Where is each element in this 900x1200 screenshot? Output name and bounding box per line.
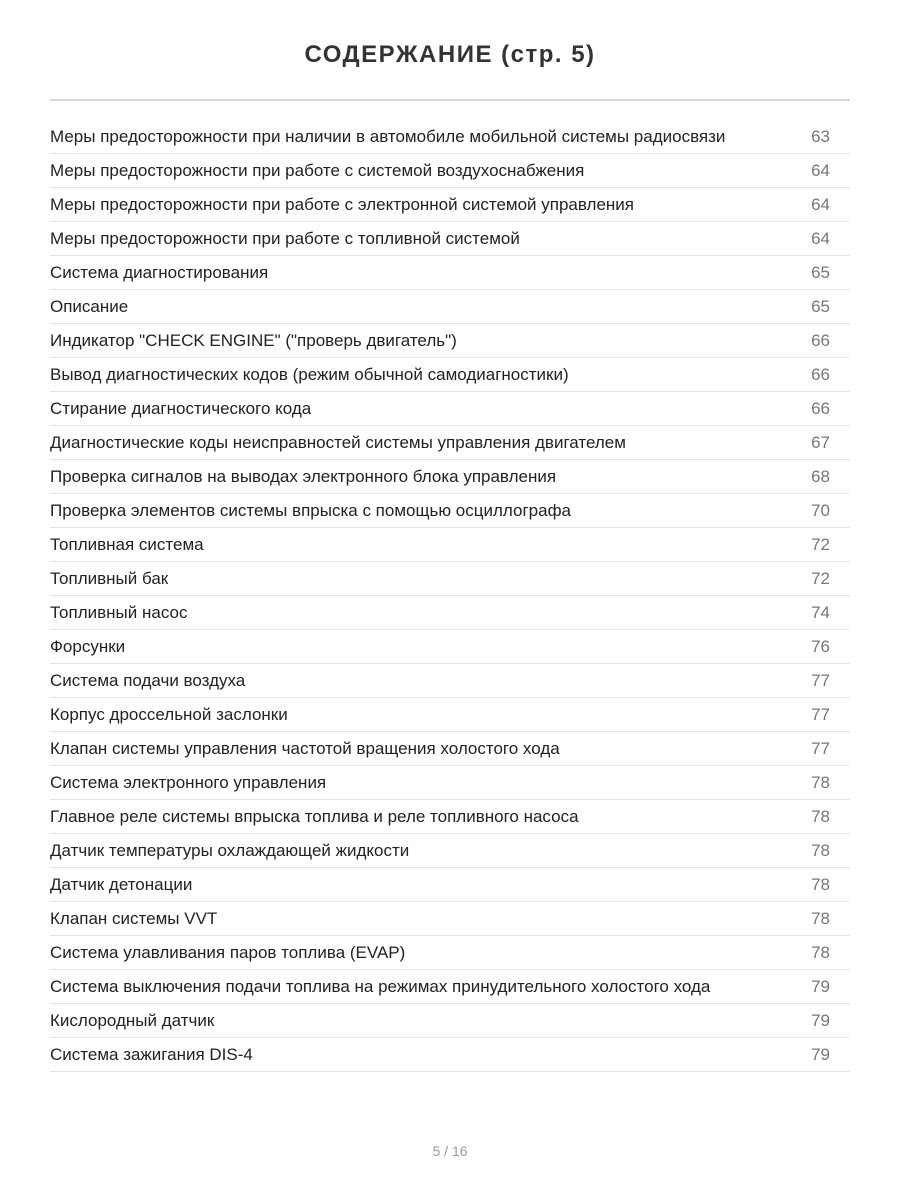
toc-entry-page[interactable]: 77 — [811, 705, 830, 724]
toc-entry-title[interactable]: Система зажигания DIS-4 — [50, 1045, 253, 1064]
toc-entry[interactable] — [50, 596, 850, 630]
toc-entry[interactable] — [50, 1004, 850, 1038]
toc-entry-title[interactable]: Главное реле системы впрыска топлива и реле топливного насоса — [50, 807, 579, 826]
toc-list — [50, 120, 850, 1072]
toc-entry-title[interactable]: Меры предосторожности при работе с системой воздухоснабжения — [50, 161, 585, 180]
toc-entry-title[interactable]: Система улавливания паров топлива (EVAP) — [50, 943, 406, 962]
toc-entry-page[interactable]: 66 — [811, 365, 830, 384]
toc-entry[interactable] — [50, 222, 850, 256]
toc-entry[interactable] — [50, 358, 850, 392]
toc-entry-title[interactable]: Система подачи воздуха — [50, 671, 246, 690]
toc-entry-title[interactable]: Система электронного управления — [50, 773, 327, 792]
toc-entry-page[interactable]: 78 — [811, 841, 830, 860]
toc-entry-page[interactable]: 65 — [811, 297, 830, 316]
toc-entry[interactable] — [50, 698, 850, 732]
toc-entry-title[interactable]: Система выключения подачи топлива на режимах принудительного холостого хода — [50, 977, 711, 996]
toc-entry-page[interactable]: 68 — [811, 467, 830, 486]
toc-entry-title[interactable]: Индикатор "CHECK ENGINE" ("проверь двигатель") — [50, 331, 457, 350]
toc-entry-page[interactable]: 79 — [811, 1045, 830, 1064]
page-number: 5 / 16 — [432, 1143, 468, 1159]
toc-entry-page[interactable]: 78 — [811, 807, 830, 826]
toc-entry[interactable] — [50, 528, 850, 562]
toc-entry-title[interactable]: Диагностические коды неисправностей системы управления двигателем — [50, 433, 626, 452]
toc-entry-page[interactable]: 67 — [811, 433, 830, 452]
toc-entry[interactable] — [50, 392, 850, 426]
toc-entry-page[interactable]: 66 — [811, 399, 830, 418]
toc-entry[interactable] — [50, 154, 850, 188]
toc-entry-page[interactable]: 78 — [811, 909, 830, 928]
toc-entry[interactable] — [50, 664, 850, 698]
toc-entry-title[interactable]: Топливный бак — [50, 569, 169, 588]
page-title: СОДЕРЖАНИЕ (стр. 5) — [304, 41, 596, 68]
toc-entry-title[interactable]: Клапан системы VVT — [50, 909, 218, 928]
toc-entry-page[interactable]: 65 — [811, 263, 830, 282]
toc-entry[interactable] — [50, 800, 850, 834]
toc-entry-title[interactable]: Меры предосторожности при работе с топливной системой — [50, 229, 520, 248]
toc-entry-title[interactable]: Топливный насос — [50, 603, 188, 622]
toc-entry-page[interactable]: 77 — [811, 671, 830, 690]
toc-entry-page[interactable]: 76 — [811, 637, 830, 656]
toc-entry-title[interactable]: Топливная система — [50, 535, 204, 554]
toc-entry[interactable] — [50, 426, 850, 460]
toc-entry[interactable] — [50, 188, 850, 222]
toc-entry-title[interactable]: Система диагностирования — [50, 263, 269, 282]
toc-entry[interactable] — [50, 970, 850, 1004]
toc-entry-title[interactable]: Меры предосторожности при работе с электронной системой управления — [50, 195, 634, 214]
toc-entry[interactable] — [50, 460, 850, 494]
toc-entry-page[interactable]: 72 — [811, 535, 830, 554]
toc-entry[interactable] — [50, 256, 850, 290]
toc-entry[interactable] — [50, 766, 850, 800]
toc-entry-page[interactable]: 72 — [811, 569, 830, 588]
toc-entry-page[interactable]: 64 — [811, 161, 830, 180]
title-divider — [50, 99, 850, 101]
toc-entry-title[interactable]: Клапан системы управления частотой вращения холостого хода — [50, 739, 560, 758]
toc-entry-page[interactable]: 79 — [811, 1011, 830, 1030]
toc-entry-page[interactable]: 74 — [811, 603, 830, 622]
toc-entry[interactable] — [50, 732, 850, 766]
toc-entry-page[interactable]: 64 — [811, 195, 830, 214]
toc-entry-title[interactable]: Описание — [50, 297, 129, 316]
toc-entry-title[interactable]: Датчик температуры охлаждающей жидкости — [50, 841, 410, 860]
toc-entry[interactable] — [50, 290, 850, 324]
toc-entry-page[interactable]: 78 — [811, 875, 830, 894]
toc-entry-title[interactable]: Стирание диагностического кода — [50, 399, 312, 418]
toc-entry-page[interactable]: 63 — [811, 127, 830, 146]
toc-entry-title[interactable]: Проверка элементов системы впрыска с помощью осциллографа — [50, 501, 572, 520]
toc-entry-page[interactable]: 78 — [811, 943, 830, 962]
toc-entry[interactable] — [50, 868, 850, 902]
toc-entry-title[interactable]: Проверка сигналов на выводах электронного блока управления — [50, 467, 557, 486]
toc-entry-title[interactable]: Форсунки — [50, 637, 126, 656]
toc-entry[interactable] — [50, 494, 850, 528]
toc-entry-page[interactable]: 78 — [811, 773, 830, 792]
toc-entry-title[interactable]: Вывод диагностических кодов (режим обычной самодиагностики) — [50, 365, 569, 384]
toc-entry-page[interactable]: 64 — [811, 229, 830, 248]
toc-entry-page[interactable]: 77 — [811, 739, 830, 758]
toc-entry[interactable] — [50, 630, 850, 664]
toc-entry-title[interactable]: Кислородный датчик — [50, 1011, 215, 1030]
toc-entry-page[interactable]: 79 — [811, 977, 830, 996]
toc-entry-title[interactable]: Меры предосторожности при наличии в автомобиле мобильной системы радиосвязи — [50, 127, 726, 146]
toc-entry-title[interactable]: Датчик детонации — [50, 875, 193, 894]
toc-entry[interactable] — [50, 936, 850, 970]
toc-entry-page[interactable]: 66 — [811, 331, 830, 350]
toc-entry[interactable] — [50, 562, 850, 596]
toc-entry-title[interactable]: Корпус дроссельной заслонки — [50, 705, 288, 724]
toc-entry[interactable] — [50, 834, 850, 868]
toc-entry-page[interactable]: 70 — [811, 501, 830, 520]
toc-entry[interactable] — [50, 902, 850, 936]
toc-entry[interactable] — [50, 1038, 850, 1072]
toc-entry[interactable] — [50, 324, 850, 358]
toc-entry[interactable] — [50, 120, 850, 154]
